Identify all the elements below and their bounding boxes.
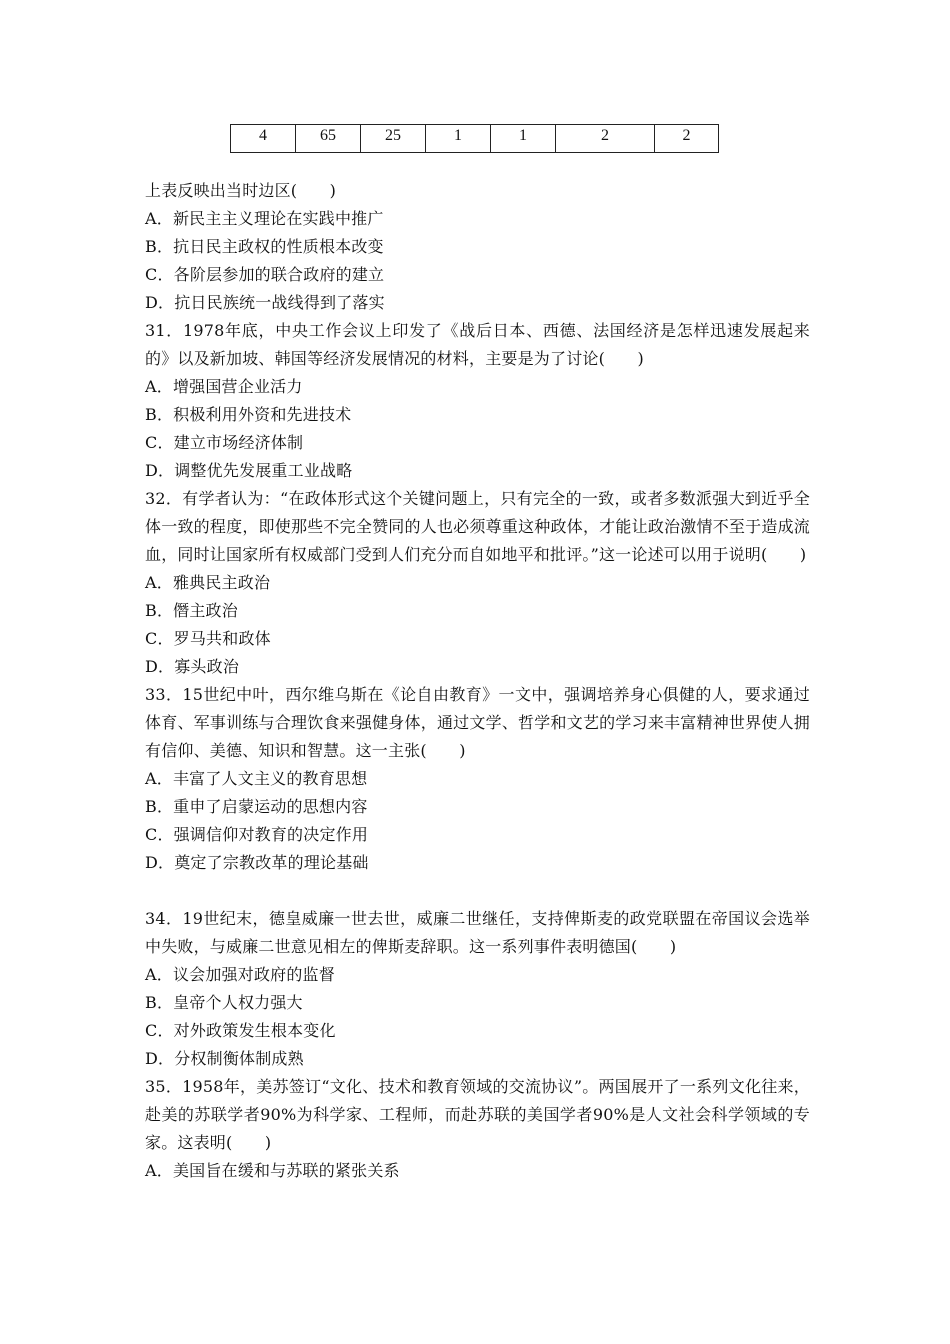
- option-c: C．建立市场经济体制: [145, 433, 304, 452]
- option-b: B．抗日民主政权的性质根本改变: [145, 237, 384, 256]
- option-b: B．重申了启蒙运动的思想内容: [145, 797, 368, 816]
- question-32: [145, 485, 810, 681]
- option-b: B．僭主政治: [145, 601, 238, 620]
- table-row: [231, 125, 719, 153]
- question-30: [145, 177, 810, 317]
- option-d: D．奠定了宗教改革的理论基础: [145, 853, 369, 872]
- table-cell: 1: [491, 125, 556, 153]
- question-stem: 31．1978年底，中央工作会议上印发了《战后日本、西德、法国经济是怎样迅速发展起来的》以及新加坡、韩国等经济发展情况的材料，主要是为了讨论( ): [145, 321, 810, 368]
- question-35: [145, 1073, 810, 1185]
- blank-line: [145, 877, 810, 905]
- option-a: A．丰富了人文主义的教育思想: [145, 769, 368, 788]
- question-stem: 上表反映出当时边区( ): [145, 181, 337, 200]
- option-c: C．罗马共和政体: [145, 629, 271, 648]
- question-stem: 34．19世纪末，德皇威廉一世去世，威廉二世继任，支持俾斯麦的政党联盟在帝国议会选举中失败，与威廉二世意见相左的俾斯麦辞职。这一系列事件表明德国( ): [145, 909, 810, 956]
- option-a: A．增强国营企业活力: [145, 377, 303, 396]
- option-d: D．寡头政治: [145, 657, 240, 676]
- option-a: A．议会加强对政府的监督: [145, 965, 335, 984]
- option-b: B．皇帝个人权力强大: [145, 993, 303, 1012]
- question-33: [145, 681, 810, 877]
- question-34: [145, 905, 810, 1073]
- table-cell: 4: [231, 125, 296, 153]
- question-stem: 32．有学者认为：“在政体形式这个关键问题上，只有完全的一致，或者多数派强大到近乎全体一致的程度，即使那些不完全赞同的人也必须尊重这种政体，才能让政治激情不至于造成流血，同时让国家所有权威部门受到人们充分而自如地平和批评。”这一论述可以用于说明( ): [145, 489, 810, 564]
- option-c: C．强调信仰对教育的决定作用: [145, 825, 369, 844]
- option-a: A．新民主主义理论在实践中推广: [145, 209, 384, 228]
- questions-body: [145, 177, 810, 1185]
- table-cell: 2: [556, 125, 655, 153]
- question-stem: 33．15世纪中叶，西尔维乌斯在《论自由教育》一文中，强调培养身心俱健的人，要求通过体育、军事训练与合理饮食来强健身体，通过文学、哲学和文艺的学习来丰富精神世界使人拥有信仰、美德、知识和智慧。这一主张( ): [145, 685, 810, 760]
- question-31: [145, 317, 810, 485]
- table-cell: 65: [296, 125, 361, 153]
- option-d: D．调整优先发展重工业战略: [145, 461, 353, 480]
- table-cell: 1: [426, 125, 491, 153]
- data-table: [230, 124, 719, 153]
- option-a: A．雅典民主政治: [145, 573, 271, 592]
- table-cell: 2: [655, 125, 719, 153]
- option-c: C．各阶层参加的联合政府的建立: [145, 265, 385, 284]
- question-stem: 35．1958年，美苏签订“文化、技术和教育领域的交流协议”。两国展开了一系列文化往来，赴美的苏联学者90%为科学家、工程师，而赴苏联的美国学者90%是人文社会科学领域的专家。这表明( ): [145, 1077, 810, 1152]
- option-c: C．对外政策发生根本变化: [145, 1021, 336, 1040]
- option-d: D．抗日民族统一战线得到了落实: [145, 293, 385, 312]
- option-a: A．美国旨在缓和与苏联的紧张关系: [145, 1161, 400, 1180]
- option-d: D．分权制衡体制成熟: [145, 1049, 304, 1068]
- option-b: B．积极利用外资和先进技术: [145, 405, 352, 424]
- table-cell: 25: [361, 125, 426, 153]
